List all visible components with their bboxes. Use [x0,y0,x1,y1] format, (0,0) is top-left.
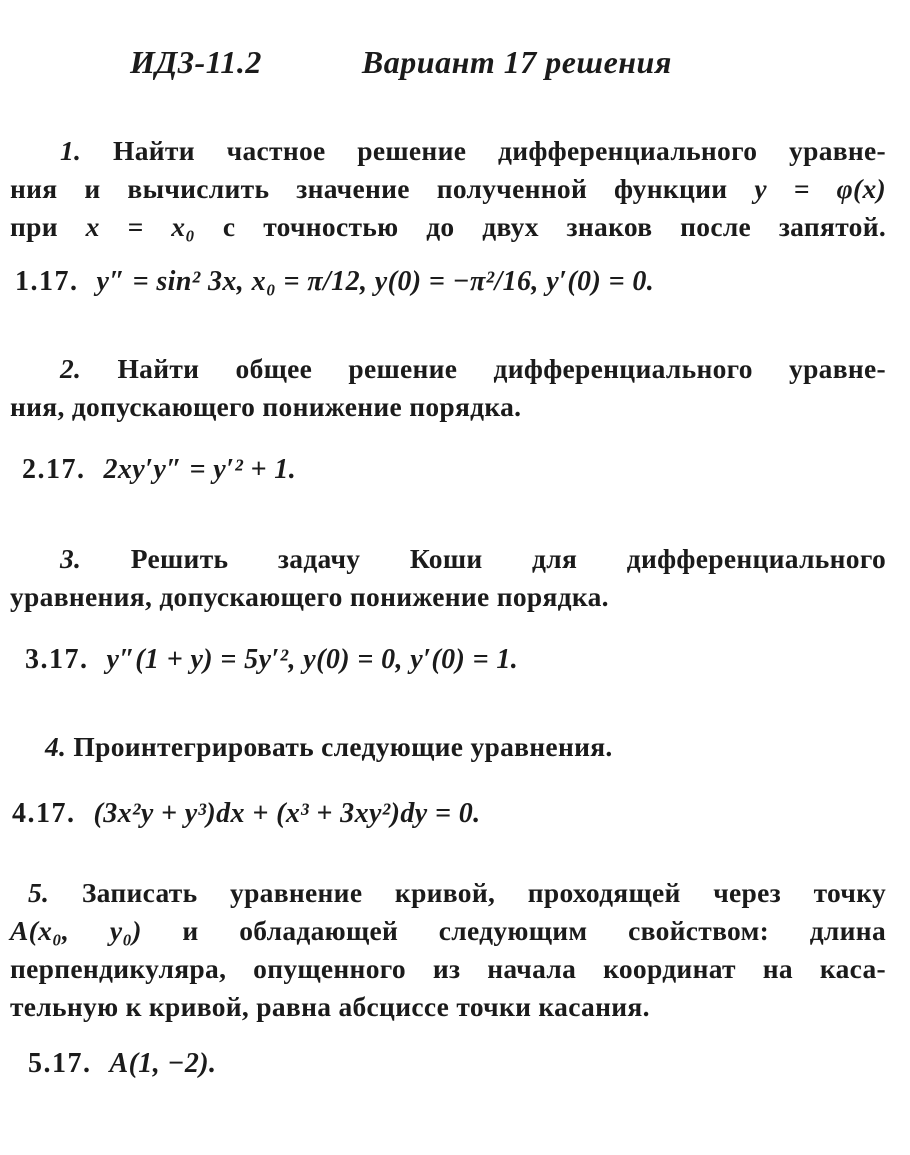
task-number: 2. [60,353,82,384]
document-title [130,44,886,80]
equation-formula: 2xy′y″ = y′² + 1. [103,454,297,485]
variant-title: Вариант 17 решения [361,44,672,80]
task-1-statement [10,132,886,246]
inline-math: A(x₀, y₀) [10,915,142,946]
task-text: ния, допускающего понижение порядка. [10,391,522,422]
text-line [10,350,886,388]
task-number: 4. [45,731,67,762]
equation-label: 4.17. [12,798,76,829]
text-line [10,208,886,246]
task-text: и обладающей следующим свойством: длина [141,915,886,946]
equation-formula: y″ = sin² 3x, x₀ = π/12, y(0) = −π²/16, y′(0) = 0. [96,266,655,297]
equation-formula: (3x²y + y³)dx + (x³ + 3xy²)dy = 0. [93,798,481,829]
equation-label: 5.17. [28,1048,92,1079]
task-text: уравнения, допускающего понижение порядка. [10,581,609,612]
text-line [10,132,886,170]
equation-3-17 [25,642,886,678]
text-line [10,874,886,912]
equation-label: 1.17. [15,266,79,297]
text-line [10,950,886,988]
task-text: тельную к кривой, равна абсциссе точки касания. [10,991,650,1022]
equation-1-17 [15,264,886,300]
text-line [10,578,886,616]
equation-4-17 [12,796,886,832]
task-number: 1. [60,135,82,166]
text-line [10,912,886,950]
text-line [10,388,886,426]
assignment-code: ИДЗ-11.2 [130,44,262,80]
task-2-statement [10,350,886,426]
text-line [10,728,886,766]
task-4-statement [10,728,886,766]
task-text: ния и вычислить значение полученной функции [10,173,755,204]
task-number: 3. [60,543,82,574]
task-3-statement [10,540,886,616]
equation-2-17 [22,452,886,488]
equation-label: 3.17. [25,644,89,675]
text-line [10,540,886,578]
task-text: Записать уравнение кривой, проходящей через точку [49,877,886,908]
task-text: Проинтегрировать следующие уравнения. [66,731,613,762]
text-line [10,988,886,1026]
task-text: с точностью до двух знаков после запятой. [195,211,887,242]
equation-formula: y″(1 + y) = 5y′², y(0) = 0, y′(0) = 1. [106,644,519,675]
task-text: при [10,211,86,242]
task-text: Найти частное решение дифференциального уравне- [81,135,886,166]
equation-formula: A(1, −2). [109,1048,217,1079]
task-number: 5. [28,877,50,908]
text-line [10,170,886,208]
task-text: перпендикуляра, опущенного из начала координат на каса- [10,953,886,984]
inline-math: y = φ(x) [754,173,886,204]
equation-label: 2.17. [22,454,86,485]
equation-5-17 [28,1046,886,1082]
task-5-statement [10,874,886,1026]
inline-math: x = x₀ [85,211,196,242]
task-text: Решить задачу Коши для дифференциального [81,543,886,574]
task-text: Найти общее решение дифференциального уравне- [81,353,886,384]
